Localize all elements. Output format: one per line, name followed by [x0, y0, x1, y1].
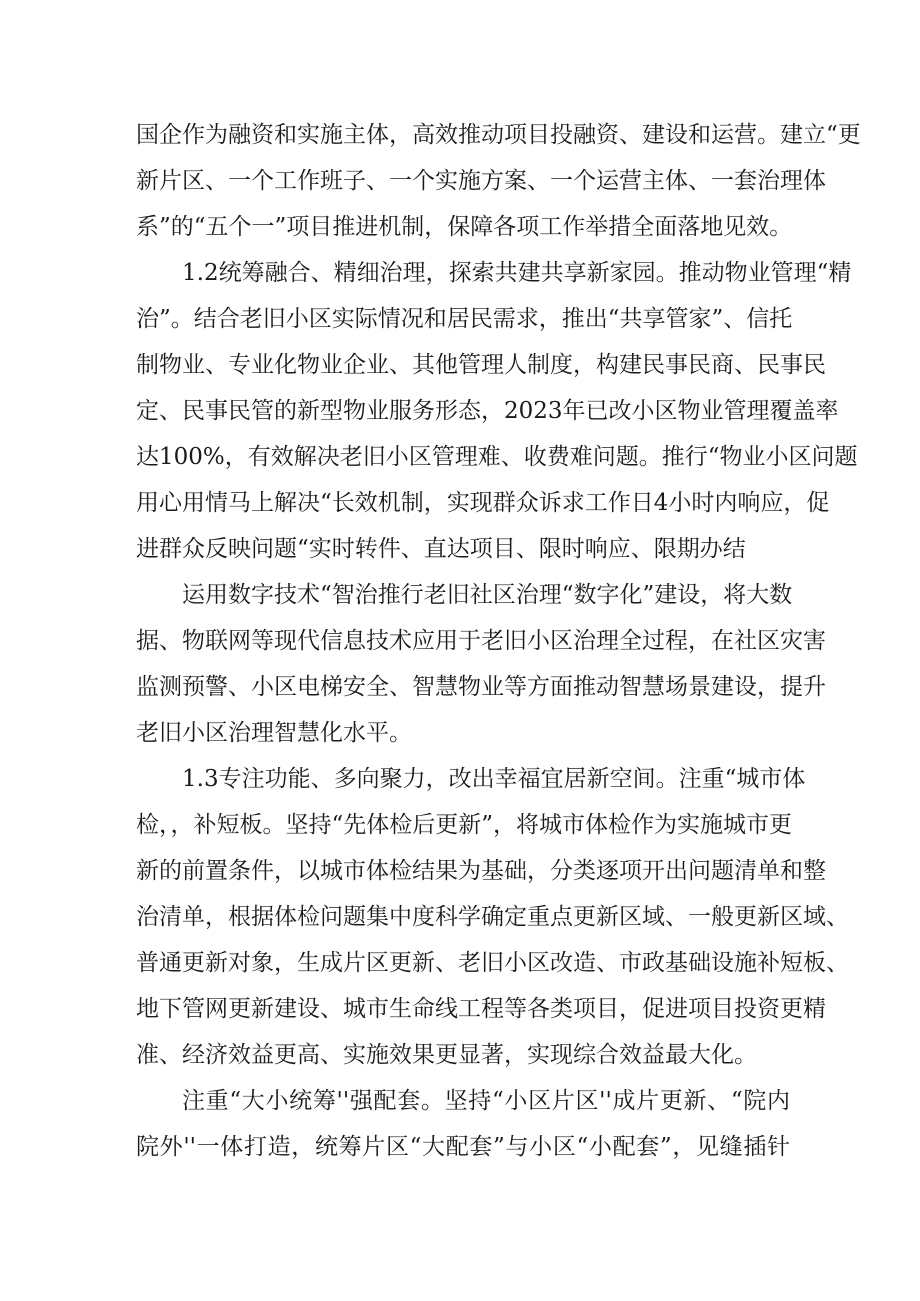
paragraph-line: 进群众反映问题“实时转件、直达项目、限时响应、限期办结 [136, 536, 746, 562]
paragraph-line: 检，，补短板。坚持“先体检后更新”，将城市体检作为实施城市更 [136, 812, 793, 838]
paragraph-line: 新片区、一个工作班子、一个实施方案、一个运营主体、一套治理体 [136, 168, 826, 194]
paragraph-line: 系”的“五个一”项目推进机制，保障各项工作举措全面落地见效。 [136, 214, 793, 240]
paragraph-line: 据、物联网等现代信息技术应用于老旧小区治理全过程，在社区灾害 [136, 628, 826, 654]
paragraph-line: 准、经济效益更高、实施效果更显著，实现综合效益最大化。 [136, 1042, 757, 1068]
paragraph-line: 国企作为融资和实施主体，高效推动项目投融资、建设和运营。建立“更 [136, 122, 861, 148]
paragraph-line: 达100%，有效解决老旧小区管理难、收费难问题。推行“物业小区问题 [136, 444, 858, 470]
paragraph-line: 定、民事民管的新型物业服务形态，2023年已改小区物业管理覆盖率 [136, 398, 839, 424]
paragraph-line: 用心用情马上解决“长效机制，实现群众诉求工作日4小时内响应，促 [136, 490, 830, 516]
paragraph-line: 治清单，根据体检问题集中度科学确定重点更新区域、一般更新区域、 [136, 904, 849, 930]
paragraph-line: 地下管网更新建设、城市生命线工程等各类项目，促进项目投资更精 [136, 996, 826, 1022]
paragraph-line: 新的前置条件，以城市体检结果为基础，分类逐项开出问题清单和整 [136, 858, 826, 884]
paragraph-line: 注重“大小统筹''强配套。坚持“小区片区''成片更新、“院内 [182, 1088, 790, 1114]
paragraph-line: 老旧小区治理智慧化水平。 [136, 720, 412, 746]
paragraph-line: 治”。结合老旧小区实际情况和居民需求，推出“共享管家”、信托 [136, 306, 793, 332]
paragraph-line: 院外''一体打造，统筹片区“大配套”与小区“小配套”，见缝插针 [136, 1134, 790, 1160]
paragraph-line: 普通更新对象，生成片区更新、老旧小区改造、市政基础设施补短板、 [136, 950, 849, 976]
paragraph-line: 运用数字技术“智治推行老旧社区治理“数字化”建设，将大数 [182, 582, 793, 608]
paragraph-line: 监测预警、小区电梯安全、智慧物业等方面推动智慧场景建设，提升 [136, 674, 826, 700]
paragraph-line: 制物业、专业化物业企业、其他管理人制度，构建民事民商、民事民 [136, 352, 826, 378]
section-heading-1-3: 1.3专注功能、多向聚力，改出幸福宜居新空间。注重“城市体 [182, 766, 806, 792]
section-heading-1-2: 1.2统筹融合、精细治理，探索共建共享新家园。推动物业管理“精 [182, 260, 852, 286]
